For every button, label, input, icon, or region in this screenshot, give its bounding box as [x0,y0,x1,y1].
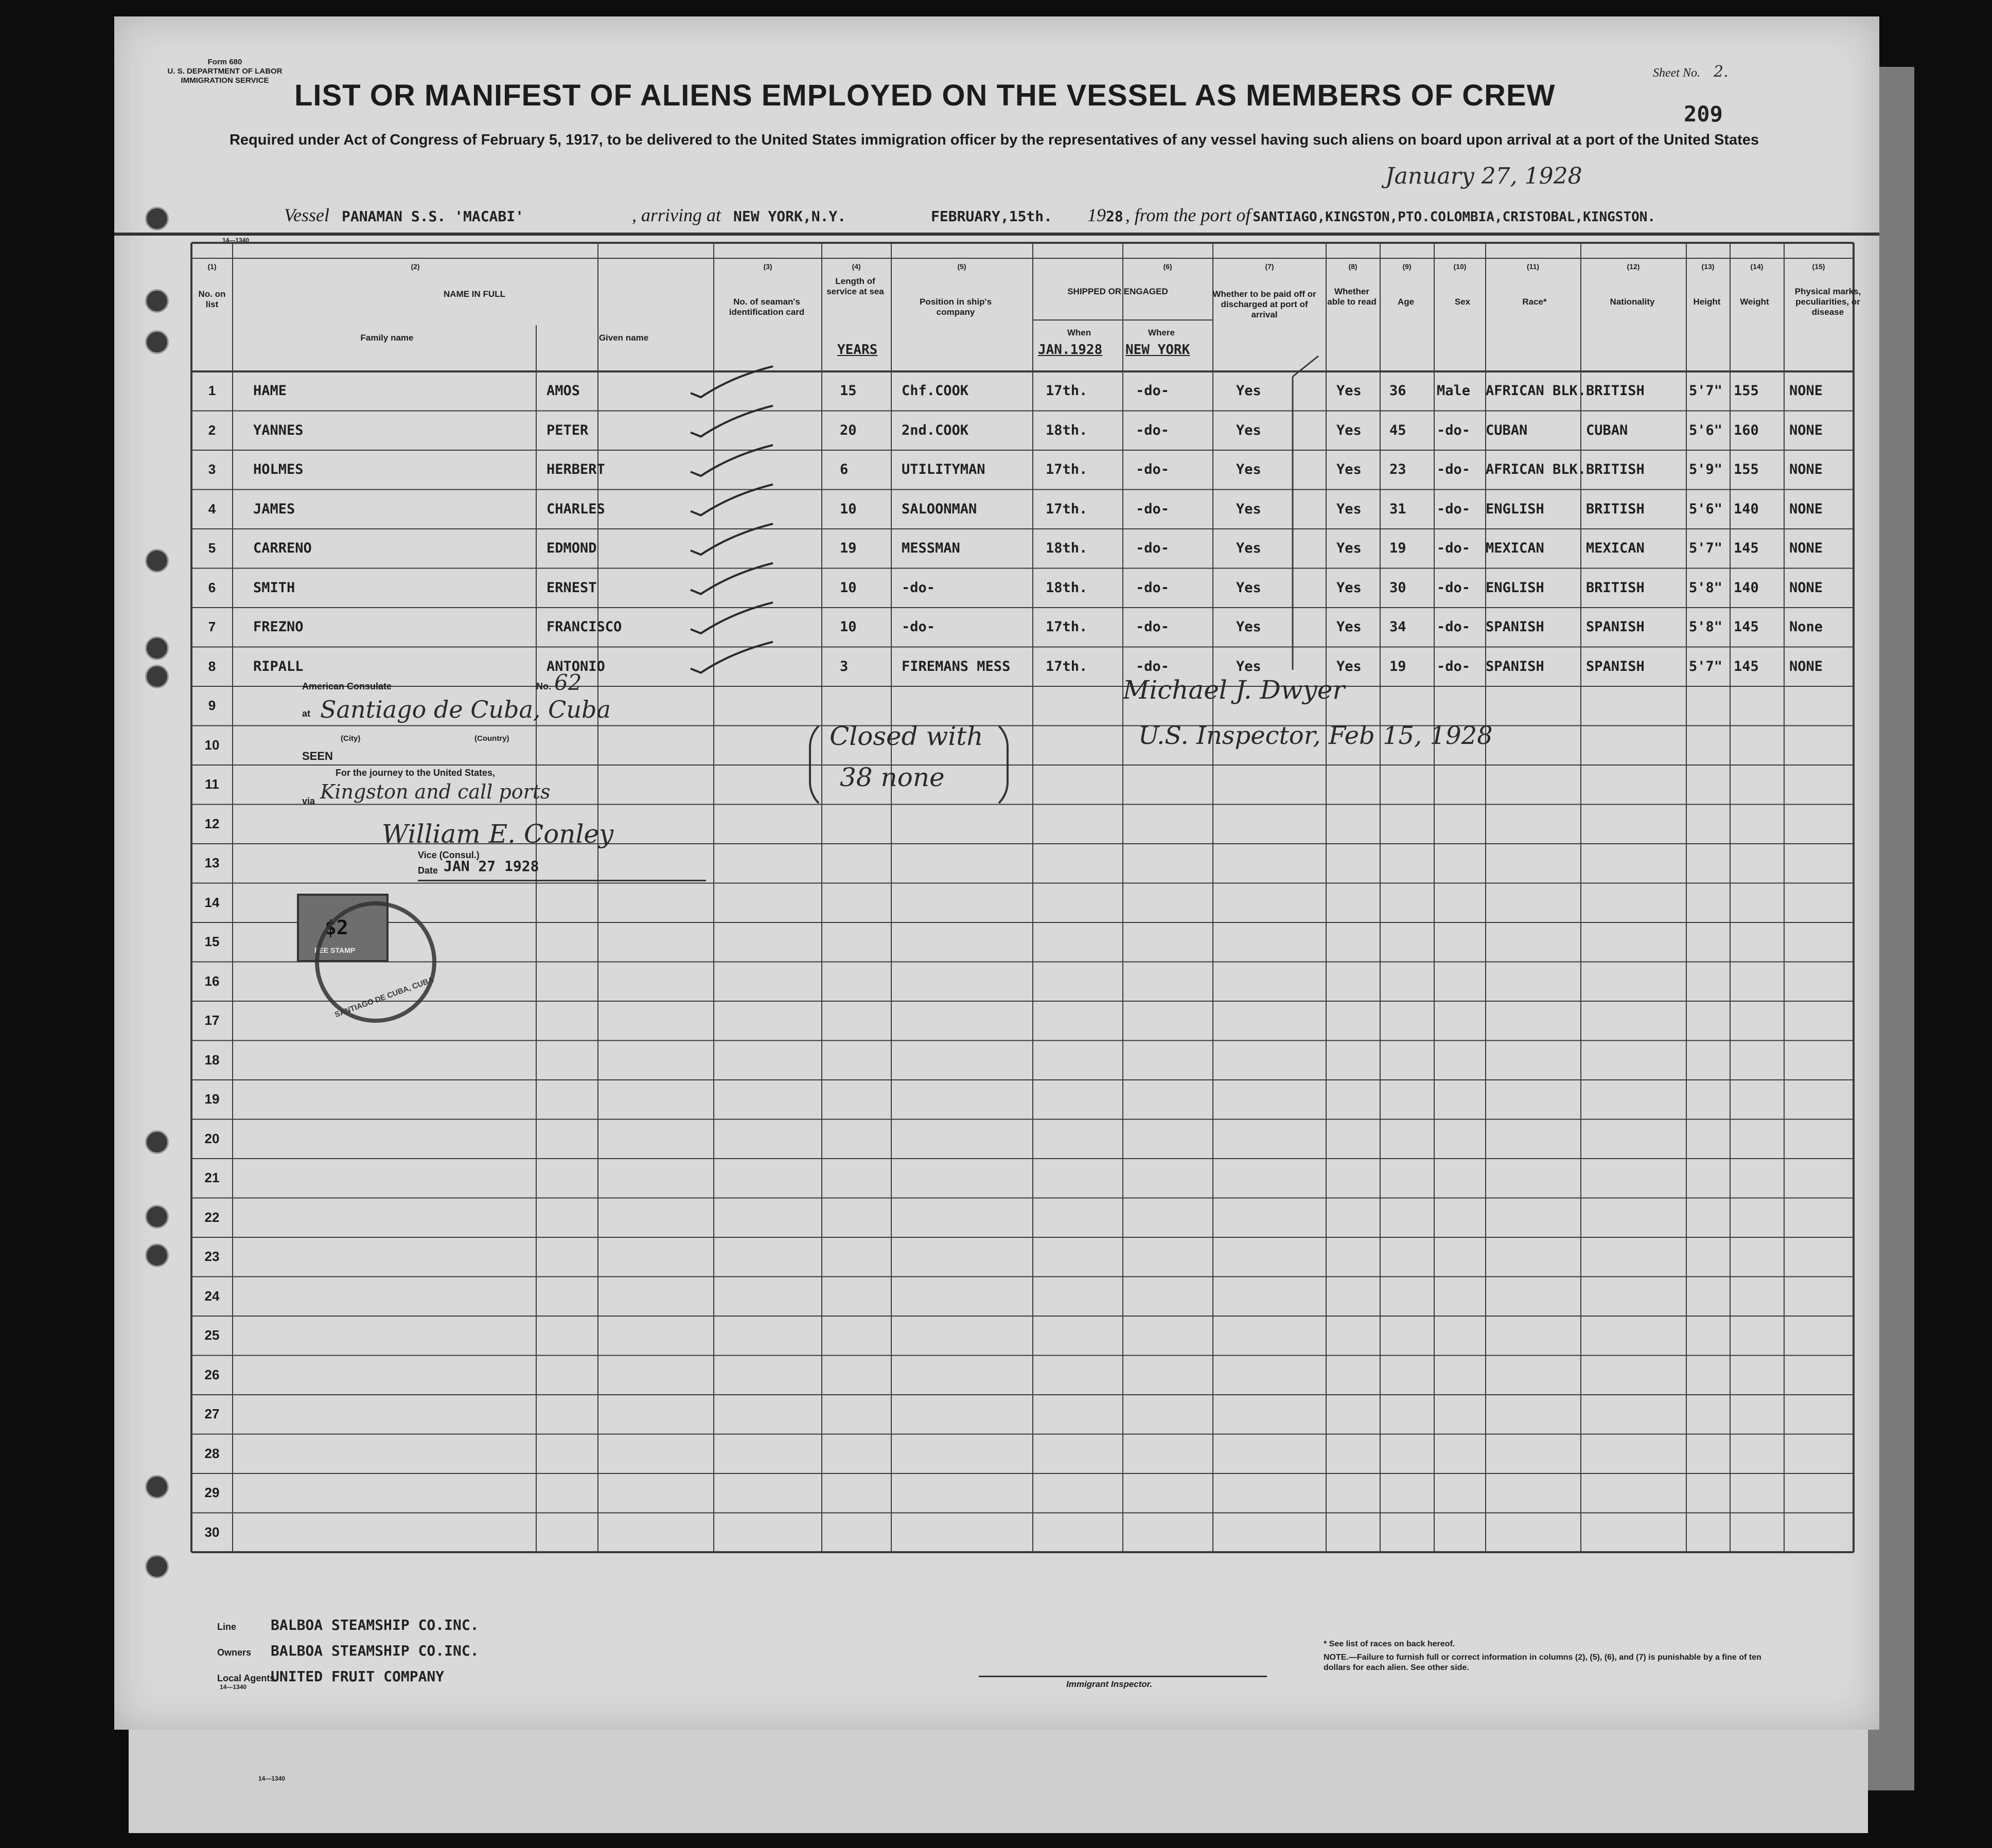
row-number: 18 [204,1052,220,1068]
col-header-paid-off: Whether to be paid off or discharged at port of arrival [1212,289,1316,319]
cell-paid: Yes [1236,579,1261,596]
cell-when: 18th. [1046,422,1088,438]
cell-race: ENGLISH [1486,501,1544,517]
column-number: (8) [1348,262,1358,271]
manifest-sheet [114,16,1879,1782]
inspector-signature-line [979,1676,1267,1677]
cell-age: 23 [1389,461,1406,477]
cell-marks: None [1789,619,1823,635]
paid-off-bracket [1293,356,1318,377]
cell-sex: -do- [1437,658,1471,674]
cell-paid: Yes [1236,422,1261,438]
year: 28 [1106,208,1123,225]
fee-stamp-label: FEE STAMP [314,946,356,954]
column-number: (1) [207,262,217,271]
cell-weight: 145 [1734,658,1759,674]
cell-sex: -do- [1437,422,1471,438]
row-number: 10 [204,737,220,753]
cell-given: HERBERT [547,461,605,477]
inspector-line: U.S. Inspector, Feb 15, 1928 [1138,721,1493,750]
column-number: (10) [1453,262,1467,271]
footer-agents-row [217,1668,444,1685]
consulate-no-label: No. [536,681,551,691]
cell-position: MESSMAN [902,540,960,556]
cell-sex: -do- [1437,501,1471,517]
cell-service: 3 [840,658,849,674]
cell-marks: NONE [1789,383,1823,399]
cell-read: Yes [1336,422,1362,438]
cell-service: 10 [840,579,857,596]
immigrant-inspector-label: Immigrant Inspector. [1066,1679,1153,1689]
cell-weight: 155 [1734,461,1759,477]
column-number: (9) [1402,262,1412,271]
row-number: 1 [208,383,216,398]
consulate-label: American Consulate [302,681,392,691]
cell-where: -do- [1136,501,1170,517]
column-number: (6) [1163,262,1172,271]
cell-sex: -do- [1437,579,1471,596]
cell-position: -do- [902,579,936,596]
cell-family: CARRENO [253,540,312,556]
row-number: 16 [204,973,220,989]
cell-when: 17th. [1046,658,1088,674]
cell-service: 10 [840,501,857,517]
column-number: (3) [763,262,772,271]
cell-marks: NONE [1789,461,1823,477]
row-number: 3 [208,461,216,477]
row-number: 4 [208,501,216,517]
row-number: 12 [204,815,220,831]
via-label: via [302,796,315,806]
sheet-label: Sheet No. [1653,66,1700,80]
row-number: 9 [208,698,216,713]
cell-race: CUBAN [1486,422,1528,438]
cell-height: 5'6" [1689,422,1723,438]
cell-when: 17th. [1046,383,1088,399]
row-number: 19 [204,1091,220,1107]
cell-race: AFRICAN BLK. [1486,383,1586,399]
footer-owners-row [217,1642,479,1659]
column-number: (11) [1526,262,1540,271]
row-number: 7 [208,619,216,634]
cell-given: EDMOND [547,540,597,556]
column-number: (15) [1812,262,1825,271]
consul-date-line [418,880,706,881]
column-number: (5) [957,262,966,271]
cell-nationality: BRITISH [1586,461,1645,477]
vessel-label: Vessel [284,205,329,225]
page-stamp: 209 [1684,101,1723,127]
row-number: 6 [208,579,216,595]
cell-race: SPANISH [1486,658,1544,674]
cell-race: SPANISH [1486,619,1544,635]
row-number: 25 [204,1327,220,1343]
cell-where: -do- [1136,383,1170,399]
row-number: 20 [204,1130,220,1146]
cell-marks: NONE [1789,422,1823,438]
vessel-name: PANAMAN S.S. 'MACABI' [341,208,524,225]
closed-count: 38 none [840,762,945,792]
cell-nationality: BRITISH [1586,501,1645,517]
cell-where: -do- [1136,579,1170,596]
cell-read: Yes [1336,619,1362,635]
where-value: NEW YORK [1125,342,1190,358]
cell-family: HOLMES [253,461,304,477]
cell-marks: NONE [1789,540,1823,556]
cell-weight: 140 [1734,579,1759,596]
row-number: 27 [204,1406,220,1421]
col-header-race: Race* [1522,297,1547,307]
col-header-height: Height [1693,297,1721,307]
cell-marks: NONE [1789,658,1823,674]
form-code: 14—1340 [222,237,250,244]
cell-paid: Yes [1236,540,1261,556]
cell-family: FREZNO [253,619,304,635]
row-number: 23 [204,1249,220,1264]
form-number: Form 680 [207,58,242,66]
cell-weight: 145 [1734,540,1759,556]
cell-position: UTILITYMAN [902,461,985,477]
row-number: 28 [204,1445,220,1461]
cell-nationality: MEXICAN [1586,540,1645,556]
closed-with: Closed with [830,721,983,751]
cell-sex: Male [1437,383,1471,399]
cell-family: SMITH [253,579,295,596]
agents-code: 14—1340 [220,1683,247,1691]
consul-signature: William E. Conley [382,819,614,849]
cell-race: AFRICAN BLK. [1486,461,1586,477]
sheet-number: 2. [1713,63,1729,81]
cell-race: MEXICAN [1486,540,1544,556]
cell-given: ERNEST [547,579,597,596]
from-label: , from the port of [1125,205,1251,225]
cell-height: 5'7" [1689,540,1723,556]
col-header-given: Given name [598,333,649,343]
consul-label: Vice (Consul.) [418,850,480,860]
cell-nationality: BRITISH [1586,383,1645,399]
row-number: 26 [204,1366,220,1382]
cell-age: 19 [1389,658,1406,674]
cell-height: 5'7" [1689,383,1723,399]
row-number: 13 [204,855,220,870]
cell-position: 2nd.COOK [902,422,969,438]
column-number: (4) [852,262,861,271]
row-number: 30 [204,1524,220,1540]
col-header-shipped: SHIPPED OR ENGAGED [1067,287,1168,296]
cell-age: 31 [1389,501,1406,517]
cell-height: 5'8" [1689,579,1723,596]
department: U. S. DEPARTMENT OF LABOR [167,67,283,76]
cell-read: Yes [1336,461,1362,477]
cell-read: Yes [1336,579,1362,596]
cell-position: -do- [902,619,936,635]
column-number: (14) [1750,262,1764,271]
cell-where: -do- [1136,422,1170,438]
note-races: * See list of races on back hereof. [1324,1640,1455,1648]
cell-given: ANTONIO [547,658,605,674]
cell-position: SALOONMAN [902,501,977,517]
cell-when: 17th. [1046,461,1088,477]
arriving-port: NEW YORK,N.Y. [733,208,847,225]
row-number: 11 [205,776,219,792]
consulate-at-label: at [302,708,311,719]
cell-height: 5'7" [1689,658,1723,674]
cell-read: Yes [1336,383,1362,399]
row-number: 24 [204,1288,220,1304]
cell-height: 5'9" [1689,461,1723,477]
cell-age: 19 [1389,540,1406,556]
seen-label: SEEN [302,750,333,762]
column-number: (7) [1265,262,1274,271]
footer-line-row [217,1616,479,1633]
consulate-city: Santiago de Cuba, Cuba [320,696,611,723]
col-header-no: No. on list [198,289,226,309]
line-value: BALBOA STEAMSHIP CO.INC. [271,1616,479,1633]
col-header-sex: Sex [1454,297,1471,307]
col-header-where: Where [1148,328,1175,337]
cell-when: 17th. [1046,501,1088,517]
inspector-signature: Michael J. Dwyer [1123,675,1345,705]
cell-where: -do- [1136,461,1170,477]
cell-read: Yes [1336,540,1362,556]
col-header-name: NAME IN FULL [444,289,505,299]
row-number: 8 [208,658,216,674]
cell-marks: NONE [1789,501,1823,517]
fee-stamp-amount: $2 [325,916,348,939]
col-header-able-read: Whether able to read [1327,287,1377,307]
cell-paid: Yes [1236,619,1261,635]
cell-paid: Yes [1236,461,1261,477]
row-number: 2 [208,422,216,438]
col-header-when: When [1067,328,1091,337]
service: IMMIGRATION SERVICE [181,76,269,85]
from-port: SANTIAGO,KINGSTON,PTO.COLOMBIA,CRISTOBAL,KINGSTON. [1253,209,1656,225]
cell-position: Chf.COOK [902,383,969,399]
cell-sex: -do- [1437,461,1471,477]
cell-nationality: BRITISH [1586,579,1645,596]
cell-when: 18th. [1046,579,1088,596]
consulate-no: 62 [554,670,582,695]
cell-race: ENGLISH [1486,579,1544,596]
row-number: 14 [204,894,220,910]
cell-weight: 145 [1734,619,1759,635]
cell-sex: -do- [1437,540,1471,556]
cell-service: 20 [840,422,857,438]
agents-value: UNITED FRUIT COMPANY [271,1668,445,1685]
handwritten-date: January 27, 1928 [1385,163,1582,189]
cell-family: YANNES [253,422,304,438]
when-value: JAN.1928 [1038,342,1103,358]
seal-text: SANTIAGO DE CUBA, CUBA [333,975,435,1020]
cell-where: -do- [1136,540,1170,556]
column-number: (2) [411,262,420,271]
cell-nationality: SPANISH [1586,619,1645,635]
country-label: (Country) [474,734,509,743]
col-header-id-card: No. of seaman's identification card [729,297,805,317]
cell-nationality: CUBAN [1586,422,1628,438]
page-subtitle: Required under Act of Congress of February 5, 1917, to be delivered to the United States immigration officer by the representatives of any vessel having such aliens on board upon arrival at a port of the United States [229,132,1759,148]
cell-paid: Yes [1236,383,1261,399]
column-number: (13) [1701,262,1715,271]
city-label: (City) [341,734,361,743]
row-number: 5 [208,540,216,556]
cell-paid: Yes [1236,501,1261,517]
cell-when: 17th. [1046,619,1088,635]
cell-height: 5'8" [1689,619,1723,635]
cell-age: 30 [1389,579,1406,596]
page-title: LIST OR MANIFEST OF ALIENS EMPLOYED ON THE VESSEL AS MEMBERS OF CREW [294,79,1556,112]
line-label: Line [217,1622,237,1632]
cell-read: Yes [1336,658,1362,674]
cell-weight: 160 [1734,422,1759,438]
row-number: 22 [204,1209,220,1225]
col-header-age: Age [1397,297,1415,307]
col-header-weight: Weight [1740,297,1769,307]
row-number: 17 [204,1012,220,1028]
row-number: 15 [204,934,220,949]
arrival-date: FEBRUARY,15th. [931,208,1053,225]
note-text: NOTE.—Failure to furnish full or correct information in columns (2), (5), (6), and (7) is punishable by a fine of ten dollars for each alien. See other side. [1324,1653,1761,1672]
cell-service: 19 [840,540,857,556]
column-number: (12) [1627,262,1640,271]
manifest-grid [114,16,1879,1730]
consul-date: JAN 27 1928 [444,858,539,875]
cell-when: 18th. [1046,540,1088,556]
cell-given: CHARLES [547,501,605,517]
cell-where: -do- [1136,619,1170,635]
cell-service: 6 [840,461,849,477]
cell-given: AMOS [547,383,580,399]
owners-label: Owners [217,1647,252,1658]
owners-value: BALBOA STEAMSHIP CO.INC. [271,1642,479,1659]
col-header-service: Length of service at sea [826,276,884,296]
cell-height: 5'6" [1689,501,1723,517]
year-prefix: 19 [1087,205,1106,225]
cell-family: RIPALL [253,658,304,674]
col-header-position: Position in ship's company [919,297,992,317]
cell-given: PETER [547,422,589,438]
cell-age: 36 [1389,383,1406,399]
years-label: YEARS [837,342,878,358]
cell-read: Yes [1336,501,1362,517]
agents-label: Local Agents [217,1673,275,1683]
cell-weight: 140 [1734,501,1759,517]
cell-marks: NONE [1789,579,1823,596]
bottom-code: 14—1340 [258,1775,286,1782]
cell-family: JAMES [253,501,295,517]
via-ports: Kingston and call ports [320,780,551,803]
cell-nationality: SPANISH [1586,658,1645,674]
cell-where: -do- [1136,658,1170,674]
cell-age: 34 [1389,619,1406,635]
col-header-nationality: Nationality [1610,297,1655,307]
date-label: Date [418,865,438,876]
cell-service: 10 [840,619,857,635]
cell-family: HAME [253,383,287,399]
cell-service: 15 [840,383,857,399]
cell-given: FRANCISCO [547,619,622,635]
cell-position: FIREMANS MESS [902,658,1011,674]
cell-sex: -do- [1437,619,1471,635]
row-number: 21 [204,1170,220,1185]
journey-label: For the journey to the United States, [336,768,496,778]
cell-age: 45 [1389,422,1406,438]
consular-seal [315,901,436,1023]
cell-paid: Yes [1236,658,1261,674]
row-number: 29 [204,1485,220,1500]
col-header-marks: Physical marks, peculiarities, or disease [1794,287,1861,317]
arriving-label: , arriving at [631,205,721,225]
col-header-family: Family name [360,333,414,343]
cell-weight: 155 [1734,383,1759,399]
